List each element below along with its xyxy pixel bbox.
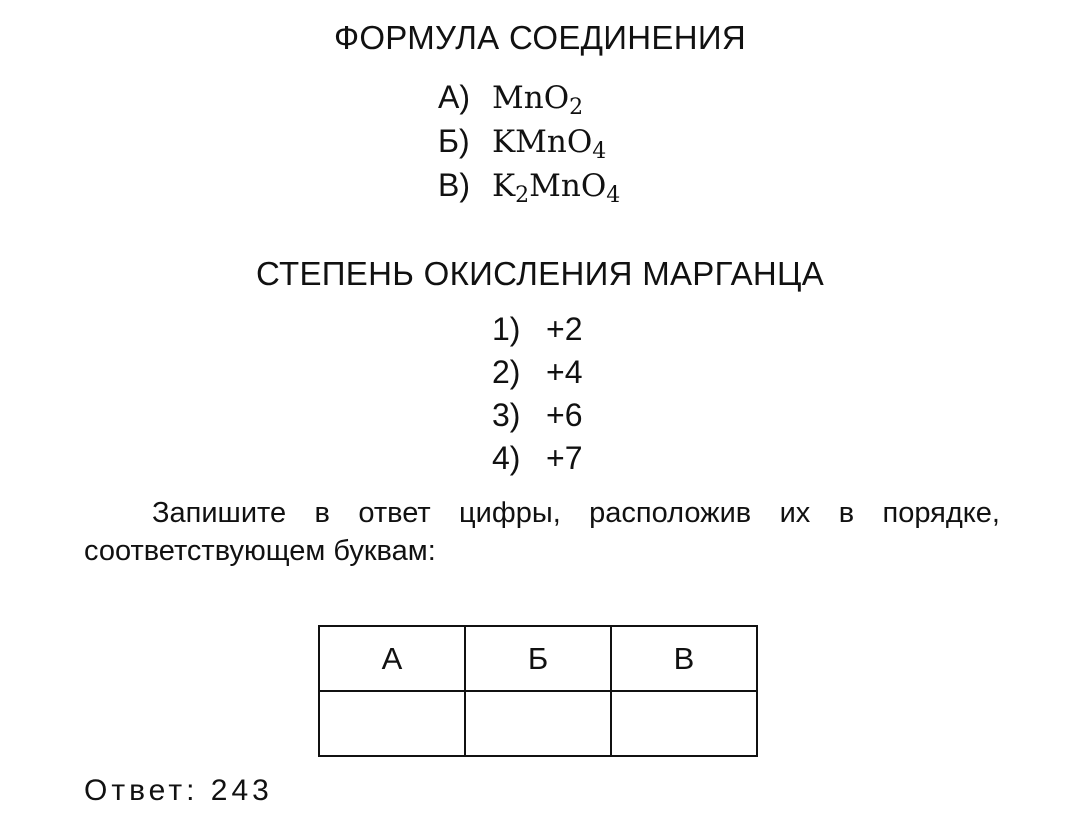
answer-cell-v[interactable] (611, 691, 757, 756)
answer-cell-b[interactable] (465, 691, 611, 756)
answer-table-input-row (319, 691, 757, 756)
answer-table-header-v: В (611, 626, 757, 691)
option-value: +6 (546, 397, 583, 433)
formula-letter: А) (438, 79, 470, 115)
answer-value: 243 (210, 774, 273, 807)
option-value: +2 (546, 311, 583, 347)
compound-formula-list (438, 75, 620, 207)
oxidation-state-heading: СТЕПЕНЬ ОКИСЛЕНИЯ МАРГАНЦА (255, 255, 825, 292)
oxidation-item-4 (492, 437, 582, 480)
oxidation-state-list (492, 308, 582, 480)
answer-table-header-a: А (319, 626, 465, 691)
formula-text: $K_2MnO_4$ (492, 168, 621, 208)
option-number: 2) (492, 354, 521, 390)
option-number: 1) (492, 311, 521, 347)
formula-item-v (438, 163, 620, 207)
formula-text: KMnO$_4$ (492, 124, 607, 164)
option-number: 4) (492, 440, 521, 476)
oxidation-item-2 (492, 351, 582, 394)
answer-table-header-b: Б (465, 626, 611, 691)
formula-item-b (438, 119, 620, 163)
option-value: +7 (546, 440, 583, 476)
formula-letter: Б) (438, 123, 470, 159)
option-value: +4 (546, 354, 583, 390)
answer-table-header-row (319, 626, 757, 691)
answer-table (318, 625, 758, 757)
option-number: 3) (492, 397, 521, 433)
oxidation-item-3 (492, 394, 582, 437)
formula-item-a (438, 75, 620, 119)
instruction-text: Запишите в ответ цифры, расположив их в порядке, соответствующем буквам: (84, 497, 1000, 567)
answer-cell-a[interactable] (319, 691, 465, 756)
formula-text: MnO$_2$ (492, 80, 584, 120)
compound-formula-heading: ФОРМУЛА СОЕДИНЕНИЯ (333, 19, 747, 56)
formula-letter: В) (438, 167, 470, 203)
oxidation-item-1 (492, 308, 582, 351)
answer-line (84, 774, 273, 808)
answer-label: Ответ: (84, 774, 199, 807)
